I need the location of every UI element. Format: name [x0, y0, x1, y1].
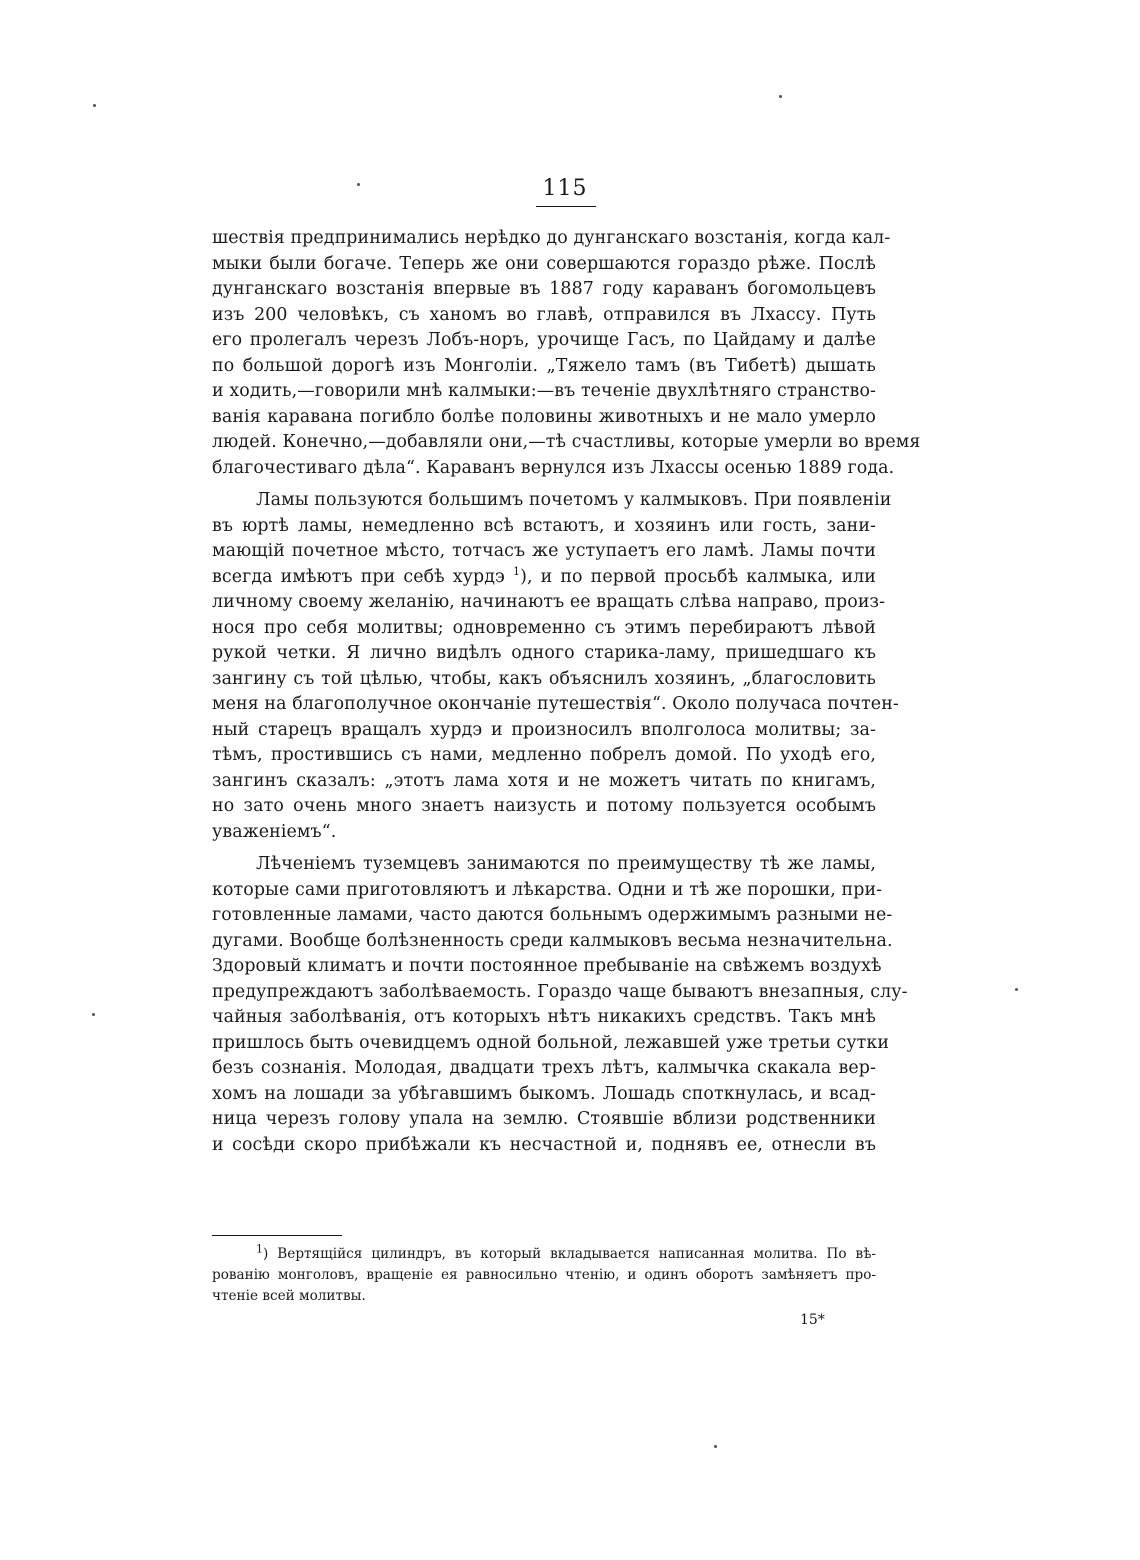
page-number-rule	[536, 206, 596, 207]
text-line: Ламы пользуются большимъ почетомъ у калмыковъ. При появленіи	[256, 490, 892, 510]
scan-speck	[779, 95, 782, 98]
text-line: уваженіемъ“.	[212, 821, 337, 842]
text-line: хомъ на лошади за убѣгавшимъ быкомъ. Лошадь споткнулась, и всад-	[212, 1083, 876, 1104]
scan-speck	[357, 183, 360, 186]
text-line: благочестиваго дѣла“. Караванъ вернулся изъ Лхассы осенью 1889 года.	[212, 457, 895, 478]
text-line: мающій почетное мѣсто, тотчасъ же уступаетъ его ламѣ. Ламы почти	[212, 541, 876, 561]
text-line: въ юртѣ ламы, немедленно всѣ встаютъ, и хозяинъ или гость, зани-	[212, 515, 876, 536]
text-line: готовленные ламами, часто даются больнымъ одержимымъ разными не-	[212, 905, 893, 925]
printer-signature-mark: 15*	[800, 1312, 825, 1328]
text-line: предупреждаютъ заболѣваемость. Гораздо чаще бываютъ внезапныя, слу-	[212, 981, 908, 1002]
text-line: тѣмъ, простившись съ нами, медленно побрелъ домой. По уходѣ его,	[212, 745, 876, 765]
paragraph	[212, 852, 908, 1158]
page-number: 115	[542, 176, 588, 201]
footnote-line: рованію монголовъ, вращеніе ея равносильно чтенію, и одинъ оборотъ замѣняетъ про-	[212, 1267, 876, 1283]
text-line: зангину съ той цѣлью, чтобы, какъ объяснилъ хозяинъ, „благословить	[212, 668, 876, 689]
text-line: и ходить,—говорили мнѣ калмыки:—въ теченіе двухлѣтняго странство-	[212, 381, 876, 401]
text-line: ванія каравана погибло болѣе половины животныхъ и не мало умерло	[212, 406, 876, 427]
paragraph-gap	[212, 481, 876, 488]
text-line: чайныя заболѣванія, отъ которыхъ нѣтъ никакихъ средствъ. Такъ мнѣ	[212, 1007, 876, 1027]
footnote-text: ) Вертящійся цилиндръ, въ который вкладывается написанная молитва. По вѣ-	[263, 1246, 876, 1262]
text-line: Здоровый климатъ и почти постоянное пребываніе на свѣжемъ воздухѣ	[212, 956, 882, 976]
paragraph	[212, 488, 899, 845]
paragraph	[212, 226, 921, 481]
text-line: ница черезъ голову упала на землю. Стоявшіе вблизи родственники	[212, 1109, 876, 1129]
text-line: личному своему желанію, начинаютъ ее вращать слѣва направо, произ-	[212, 592, 886, 612]
footnote-line: чтеніе всей молитвы.	[212, 1288, 366, 1304]
text-line: мыки были богаче. Теперь же они совершаются гораздо рѣже. Послѣ	[212, 253, 876, 274]
text-segment: ), и по первой просьбѣ калмыка, или	[520, 566, 876, 587]
text-line: зангинъ сказалъ: „этотъ лама хотя и не можетъ читать по книгамъ,	[212, 770, 876, 791]
text-line: меня на благополучное окончаніе путешествія“. Около получаса почтен-	[212, 694, 899, 714]
text-line: пришлось быть очевидцемъ одной больной, лежавшей уже третьи сутки	[212, 1032, 890, 1053]
text-line: рукой четки. Я лично видѣлъ одного старика-ламу, пришедшаго къ	[212, 643, 876, 663]
body-text	[212, 226, 921, 1158]
footnote	[212, 1244, 876, 1307]
text-line: но зато очень много знаетъ наизусть и потому пользуется особымъ	[212, 796, 876, 816]
text-line: шествія предпринимались нерѣдко до дунганскаго возстанія, когда кал-	[212, 228, 891, 248]
scan-speck	[714, 1445, 717, 1448]
footnote-line	[212, 1244, 876, 1265]
text-line: безъ сознанія. Молодая, двадцати трехъ лѣтъ, калмычка скакала вер-	[212, 1058, 876, 1078]
text-line: которые сами приготовляютъ и лѣкарства. Одни и тѣ же порошки, при-	[212, 879, 883, 900]
paragraph-gap	[212, 845, 876, 852]
footnote-rule	[212, 1235, 342, 1236]
text-line: людей. Конечно,—добавляли они,—тѣ счастливы, которые умерли во время	[212, 432, 921, 452]
text-segment: всегда имѣютъ при себѣ хурдэ	[212, 566, 505, 587]
footnote-reference[interactable]: 1	[512, 564, 521, 578]
text-line-with-footnote-ref	[212, 565, 876, 591]
text-line: изъ 200 человѣкъ, съ ханомъ во главѣ, отправился въ Лхассу. Путь	[212, 304, 876, 325]
text-line: нося про себя молитвы; одновременно съ этимъ перебираютъ лѣвой	[212, 617, 876, 638]
scan-speck	[93, 104, 96, 107]
text-line: по большой дорогѣ изъ Монголіи. „Тяжело тамъ (въ Тибетѣ) дышать	[212, 355, 876, 376]
text-line: Лѣченіемъ туземцевъ занимаются по преимуществу тѣ же ламы,	[256, 854, 876, 874]
text-line: дунганскаго возстанія впервые въ 1887 году караванъ богомольцевъ	[212, 279, 876, 299]
footnote-marker: 1	[256, 1242, 263, 1256]
text-line: и сосѣди скоро прибѣжали къ несчастной и, поднявъ ее, отнесли въ	[212, 1134, 876, 1155]
text-line: дугами. Вообще болѣзненность среди калмыковъ весьма незначительна.	[212, 930, 893, 951]
text-line: ный старецъ вращалъ хурдэ и произносилъ вполголоса молитвы; за-	[212, 719, 876, 740]
scan-speck	[1015, 988, 1018, 991]
scan-speck	[92, 1013, 95, 1016]
text-line: его пролегалъ черезъ Лобъ-норъ, урочище Гасъ, по Цайдаму и далѣе	[212, 330, 876, 350]
